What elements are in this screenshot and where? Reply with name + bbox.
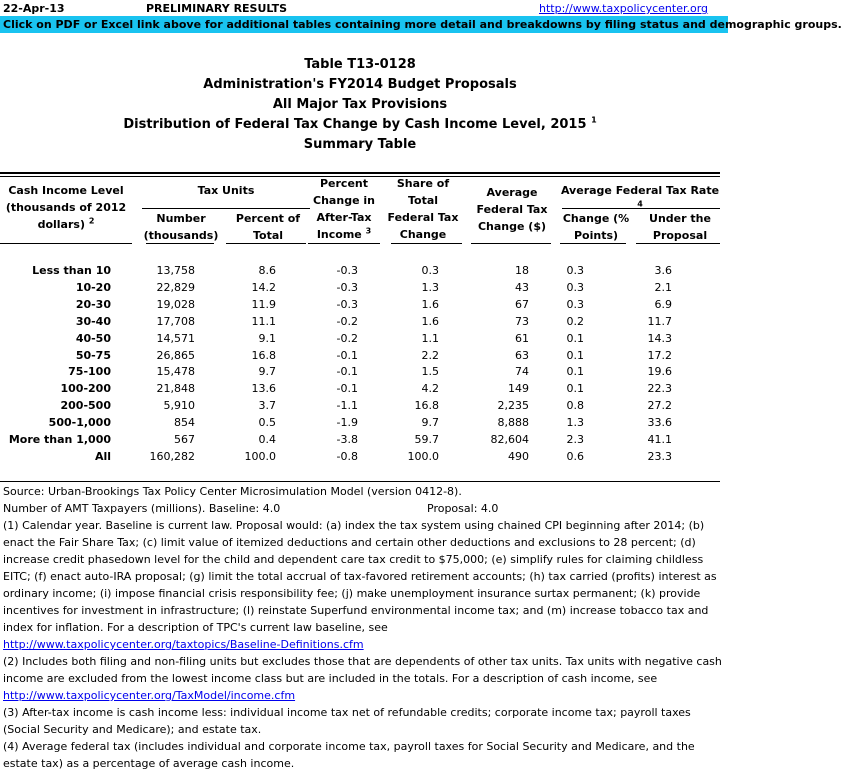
header-avg-change: Average Federal Tax Change ($) [476, 186, 548, 233]
income-level-cell: 500-1,000 [48, 416, 111, 430]
value-cell: 0.1 [566, 348, 584, 362]
value-cell: 74 [515, 365, 529, 379]
value-cell: -1.9 [336, 416, 358, 430]
value-cell: 0.1 [566, 331, 584, 345]
value-cell: 16.8 [251, 348, 276, 362]
amt-note: Number of AMT Taxpayers (millions). Baseline: 4.0 Proposal: 4.0 [3, 502, 499, 515]
income-level-cell: Less than 10 [32, 264, 111, 277]
value-cell: 3.6 [654, 264, 672, 277]
value-cell: -0.2 [336, 331, 358, 345]
header-underline [146, 243, 214, 244]
value-cell: 8.6 [258, 264, 276, 277]
table-row [0, 347, 720, 364]
taxpolicycenter-link[interactable]: http://www.taxpolicycenter.org [539, 2, 709, 15]
value-cell: 63 [515, 348, 529, 362]
value-cell: 22.3 [647, 382, 672, 396]
value-cell: 11.1 [251, 314, 276, 328]
preliminary-label: PRELIMINARY RESULTS [146, 2, 288, 15]
value-cell: 9.7 [421, 416, 439, 430]
value-cell: -1.1 [336, 399, 358, 413]
value-cell: 33.6 [647, 416, 672, 430]
table-row [0, 279, 720, 296]
value-cell: 0.2 [566, 314, 584, 328]
tax-units-rule [142, 208, 310, 209]
value-cell: 100.0 [407, 449, 439, 463]
value-cell: 9.1 [258, 331, 276, 345]
value-cell: 0.3 [421, 264, 439, 277]
footnote-2: (2) Includes both filing and non-filing units but excludes those that are dependents of other tax units. Tax units with negative cash income are excluded from the lowest income class but are included in the totals. For a description of cash income, see [3, 655, 722, 685]
value-cell: 1.3 [566, 416, 584, 430]
header-tax-units: Tax Units [197, 184, 255, 197]
value-cell: 21,848 [156, 382, 195, 396]
table-row [0, 330, 720, 347]
income-level-cell: 30-40 [75, 314, 111, 328]
value-cell: 61 [515, 331, 529, 345]
value-cell: 1.6 [421, 314, 439, 328]
value-cell: 26,865 [156, 348, 195, 362]
value-cell: 19.6 [647, 365, 672, 379]
value-cell: 13,758 [156, 264, 195, 277]
value-cell: 14.2 [251, 280, 276, 294]
value-cell: 1.6 [421, 297, 439, 311]
footnote-4: (4) Average federal tax (includes individual and corporate income tax, payroll taxes for Social Security and Medicare, and the estate tax) as a percentage of average cash income. [3, 740, 695, 770]
title-line-2: Administration's FY2014 Budget Proposals [203, 77, 517, 92]
income-level-cell: More than 1,000 [8, 433, 111, 446]
income-level-cell: 40-50 [75, 331, 111, 345]
value-cell: -0.3 [336, 297, 358, 311]
value-cell: 19,028 [156, 297, 195, 311]
table-row [0, 397, 720, 414]
footnotes [3, 483, 723, 772]
value-cell: 0.3 [566, 297, 584, 311]
value-cell: 11.9 [251, 297, 276, 311]
header-pct-change-income: Percent Change in After-Tax Income $^3$ [313, 177, 375, 241]
value-cell: -0.1 [336, 382, 358, 396]
header-underline [0, 243, 132, 244]
table-top-rule [0, 172, 720, 174]
header-avg-rate: Average Federal Tax Rate $^4$ [560, 184, 720, 209]
value-cell: 100.0 [244, 449, 276, 463]
value-cell: 0.5 [258, 416, 276, 430]
table-bottom-rule [0, 481, 720, 482]
value-cell: 2.2 [421, 348, 439, 362]
table-row [0, 448, 720, 465]
value-cell: 0.6 [566, 449, 584, 463]
header-under-proposal: Under the Proposal [649, 212, 711, 242]
value-cell: 567 [174, 433, 195, 446]
value-cell: 9.7 [258, 365, 276, 379]
cash-income-link[interactable]: http://www.taxpolicycenter.org/TaxModel/income.cfm [3, 689, 296, 702]
value-cell: 0.3 [566, 280, 584, 294]
income-level-cell: 10-20 [75, 280, 111, 294]
value-cell: 2,235 [497, 399, 529, 413]
value-cell: 59.7 [414, 433, 439, 446]
header-percent-total: Percent of Total [235, 212, 301, 242]
table-row [0, 313, 720, 330]
header-underline [308, 243, 380, 244]
value-cell: 13.6 [251, 382, 276, 396]
income-level-cell: 20-30 [75, 297, 111, 311]
value-cell: 73 [515, 314, 529, 328]
header-share-change: Share of Total Federal Tax Change [387, 177, 459, 241]
income-level-cell: All [94, 449, 111, 463]
table-row [0, 363, 720, 380]
value-cell: -0.3 [336, 264, 358, 277]
value-cell: 41.1 [647, 433, 672, 446]
table-row [0, 262, 720, 279]
title-line-3: All Major Tax Provisions [272, 97, 448, 112]
value-cell: -3.8 [336, 433, 358, 446]
report-date: 22-Apr-13 [3, 2, 65, 15]
value-cell: 160,282 [149, 449, 195, 463]
income-level-cell: 75-100 [68, 365, 111, 379]
header-number: Number (thousands) [143, 212, 219, 242]
header-underline [636, 243, 720, 244]
value-cell: 1.3 [421, 280, 439, 294]
value-cell: 854 [174, 416, 195, 430]
income-level-cell: 100-200 [60, 382, 111, 396]
value-cell: -0.1 [336, 365, 358, 379]
title-line-5: Summary Table [303, 137, 417, 152]
value-cell: 18 [515, 264, 529, 277]
header-underline [560, 243, 626, 244]
table-row [0, 380, 720, 397]
value-cell: -0.8 [336, 449, 358, 463]
value-cell: 16.8 [414, 399, 439, 413]
table-row [0, 296, 720, 313]
value-cell: 67 [515, 297, 529, 311]
table-row [0, 414, 720, 431]
value-cell: 15,478 [156, 365, 195, 379]
footnote-1: (1) Calendar year. Baseline is current law. Proposal would: (a) index the tax system using chained CPI beginning after 2014; (b) enact the Fair Share Tax; (c) limit value of itemized deductions and certain other deductions and exclusions to 28 percent; (d) increase credit phasedown level for the child and dependent care tax credit to $75,000; (e) simplify rules for claiming childless EITC; (f) enact auto-IRA proposal; (g) limit the total accrual of tax-favored retirement accounts; (h) tax carried (profits) interest as ordinary income; (i) impose financial crisis responsibility fee; (j) make unemployment insurance surtax permanent; (k) provide incentives for investment in infrastructure; (l) reinstate Superfund environmental income tax; and (m) increase tobacco tax and index for inflation. For a description of TPC's current law baseline, see [3, 519, 717, 634]
value-cell: 17.2 [647, 348, 672, 362]
value-cell: 0.1 [566, 365, 584, 379]
value-cell: 149 [508, 382, 529, 396]
value-cell: 0.4 [258, 433, 276, 446]
value-cell: 1.1 [421, 331, 439, 345]
header-underline [391, 243, 462, 244]
income-level-cell: 50-75 [75, 348, 111, 362]
table-titles [0, 55, 720, 155]
value-cell: 2.3 [566, 433, 584, 446]
footnote-ref: 1 [591, 115, 597, 125]
value-cell: 11.7 [647, 314, 672, 328]
value-cell: 8,888 [497, 416, 529, 430]
value-cell: 5,910 [163, 399, 195, 413]
value-cell: 6.9 [654, 297, 672, 311]
value-cell: 2.1 [654, 280, 672, 294]
value-cell: 0.1 [566, 382, 584, 396]
value-cell: 1.5 [421, 365, 439, 379]
table-id: Table T13-0128 [304, 57, 416, 72]
header-cash-income: Cash Income Level (thousands of 2012 dollars) $^2$ [5, 184, 127, 231]
header-rate-change: Change (% Points) [562, 212, 630, 242]
source-note: Source: Urban-Brookings Tax Policy Center Microsimulation Model (version 0412-8). [3, 485, 462, 498]
footnote-3: (3) After-tax income is cash income less: individual income tax net of refundable credits; corporate income tax; payroll taxes (Social Security and Medicare); and estate tax. [3, 706, 691, 736]
value-cell: -0.2 [336, 314, 358, 328]
income-level-cell: 200-500 [60, 399, 111, 413]
value-cell: 14.3 [647, 331, 672, 345]
header-underline [471, 243, 551, 244]
value-cell: 22,829 [156, 280, 195, 294]
value-cell: 17,708 [156, 314, 195, 328]
value-cell: 4.2 [421, 382, 439, 396]
value-cell: 0.8 [566, 399, 584, 413]
table-row [0, 431, 720, 448]
value-cell: 82,604 [490, 433, 529, 446]
title-line-4: Distribution of Federal Tax Change by Cash Income Level, 2015 $^1$ [123, 115, 597, 132]
value-cell: 3.7 [258, 399, 276, 413]
value-cell: 43 [515, 280, 529, 294]
value-cell: 0.3 [566, 264, 584, 277]
value-cell: 490 [508, 449, 529, 463]
value-cell: 23.3 [647, 449, 672, 463]
value-cell: 14,571 [156, 331, 195, 345]
value-cell: -0.3 [336, 280, 358, 294]
header-underline [226, 243, 306, 244]
info-banner: Click on PDF or Excel link above for additional tables containing more detail and breakdowns by filing status and demographic groups. [0, 16, 728, 33]
baseline-definitions-link[interactable]: http://www.taxpolicycenter.org/taxtopics/Baseline-Definitions.cfm [3, 638, 364, 651]
value-cell: -0.1 [336, 348, 358, 362]
value-cell: 27.2 [647, 399, 672, 413]
avg-rate-rule [562, 208, 720, 209]
